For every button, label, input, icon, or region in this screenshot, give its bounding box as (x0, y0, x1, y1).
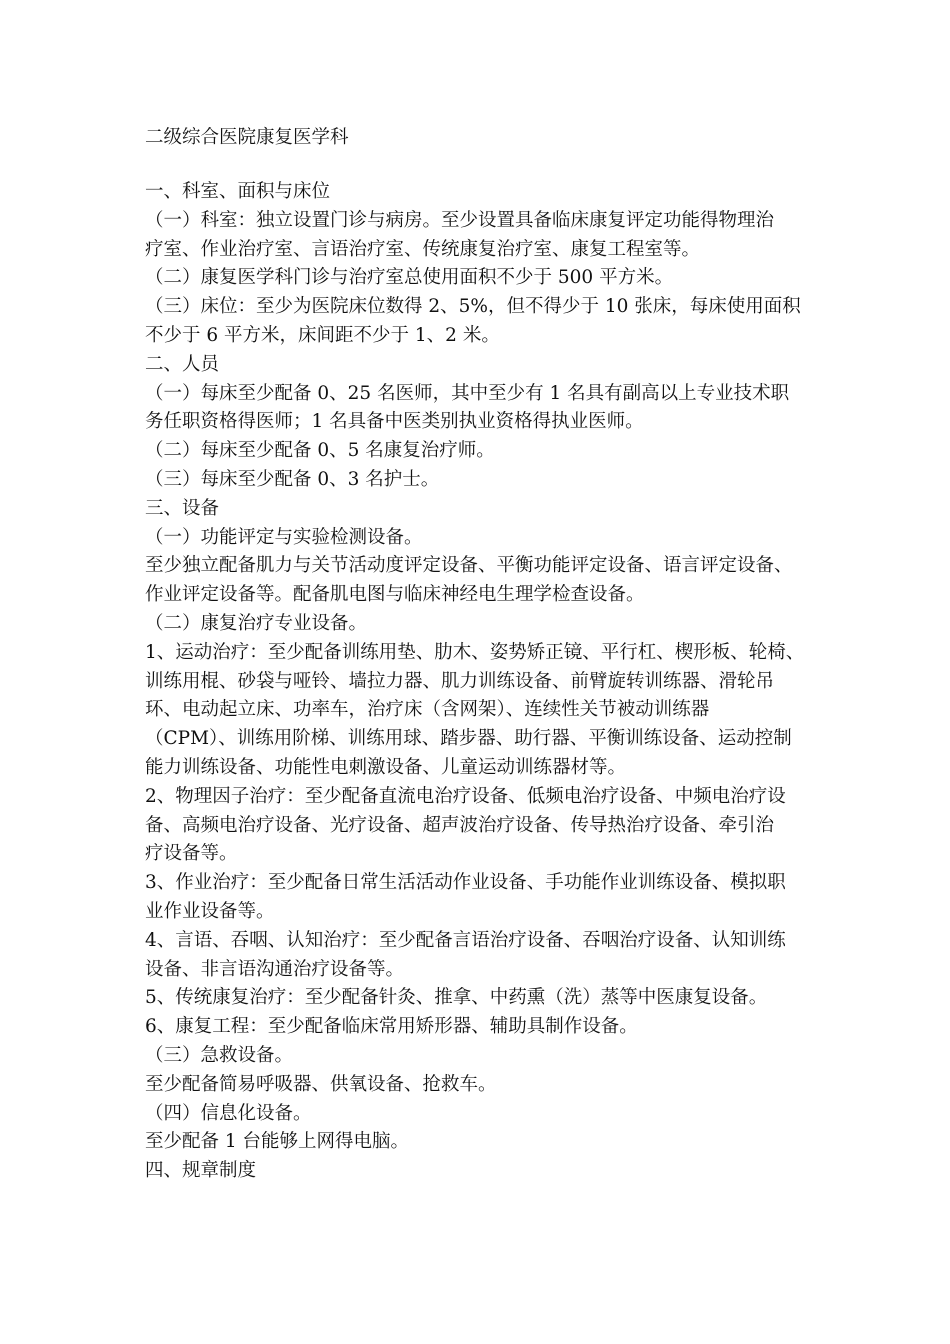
paragraph-line: 5、传统康复治疗：至少配备针灸、推拿、中药熏（洗）蒸等中医康复设备。 (145, 987, 768, 1009)
paragraph-line: 至少独立配备肌力与关节活动度评定设备、平衡功能评定设备、语言评定设备、 (145, 555, 793, 577)
section-heading-1: 一、科室、面积与床位 (145, 181, 331, 202)
paragraph-line: 备、高频电治疗设备、光疗设备、超声波治疗设备、传导热治疗设备、牵引治 (145, 814, 775, 836)
paragraph-line: 训练用棍、砂袋与哑铃、墙拉力器、肌力训练设备、前臂旋转训练器、滑轮吊 (145, 670, 775, 692)
paragraph-line: 至少配备 1 台能够上网得电脑。 (145, 1131, 410, 1153)
paragraph-line: （三）每床至少配备 0、3 名护士。 (145, 468, 440, 490)
paragraph-line: （一）功能评定与实验检测设备。 (145, 526, 423, 548)
paragraph-line: 环、电动起立床、功率车，治疗床（含网架）、连续性关节被动训练器 (145, 699, 710, 721)
paragraph-line: （四）信息化设备。 (145, 1102, 312, 1124)
section-heading-4: 四、规章制度 (145, 1160, 257, 1182)
document-title: 二级综合医院康复医学科 (145, 127, 349, 148)
paragraph-line: 业作业设备等。 (145, 900, 275, 922)
paragraph-line: 1、运动治疗：至少配备训练用垫、肋木、姿势矫正镜、平行杠、楔形板、轮椅、 (145, 641, 805, 663)
paragraph-line: 2、物理因子治疗：至少配备直流电治疗设备、低频电治疗设备、中频电治疗设 (145, 785, 786, 807)
paragraph-line: （二）每床至少配备 0、5 名康复治疗师。 (145, 440, 495, 462)
paragraph-line: （一）科室：独立设置门诊与病房。至少设置具备临床康复评定功能得物理治 (145, 209, 775, 231)
paragraph-line: 设备、非言语沟通治疗设备等。 (145, 958, 405, 980)
paragraph-line: 至少配备简易呼吸器、供氧设备、抢救车。 (145, 1073, 497, 1095)
paragraph-line: 4、言语、吞咽、认知治疗：至少配备言语治疗设备、吞咽治疗设备、认知训练 (145, 929, 786, 951)
paragraph-line: （三）急救设备。 (145, 1044, 294, 1066)
section-heading-3: 三、设备 (145, 497, 220, 519)
paragraph-line: 作业评定设备等。配备肌电图与临床神经电生理学检查设备。 (145, 584, 645, 606)
paragraph-line: 能力训练设备、功能性电刺激设备、儿童运动训练器材等。 (145, 756, 627, 778)
paragraph-line: 务任职资格得医师；1 名具备中医类别执业资格得执业医师。 (145, 411, 644, 433)
paragraph-line: 疗室、作业治疗室、言语治疗室、传统康复治疗室、康复工程室等。 (145, 238, 701, 260)
paragraph-line: （三）床位：至少为医院床位数得 2、5%，但不得少于 10 张床，每床使用面积 (145, 296, 801, 318)
paragraph-line: 6、康复工程：至少配备临床常用矫形器、辅助具制作设备。 (145, 1016, 638, 1038)
paragraph-line: （CPM）、训练用阶梯、训练用球、踏步器、助行器、平衡训练设备、运动控制 (145, 728, 792, 750)
paragraph-line: （二）康复医学科门诊与治疗室总使用面积不少于 500 平方米。 (145, 267, 674, 289)
paragraph-line: （一）每床至少配备 0、25 名医师，其中至少有 1 名具有副高以上专业技术职 (145, 382, 790, 404)
document-body (145, 178, 825, 1186)
paragraph-line: 疗设备等。 (145, 843, 238, 865)
paragraph-line: （二）康复治疗专业设备。 (145, 612, 368, 634)
paragraph-line: 3、作业治疗：至少配备日常生活活动作业设备、手功能作业训练设备、模拟职 (145, 872, 786, 894)
paragraph-line: 不少于 6 平方米，床间距不少于 1、2 米。 (145, 324, 500, 346)
section-heading-2: 二、人员 (145, 353, 220, 375)
